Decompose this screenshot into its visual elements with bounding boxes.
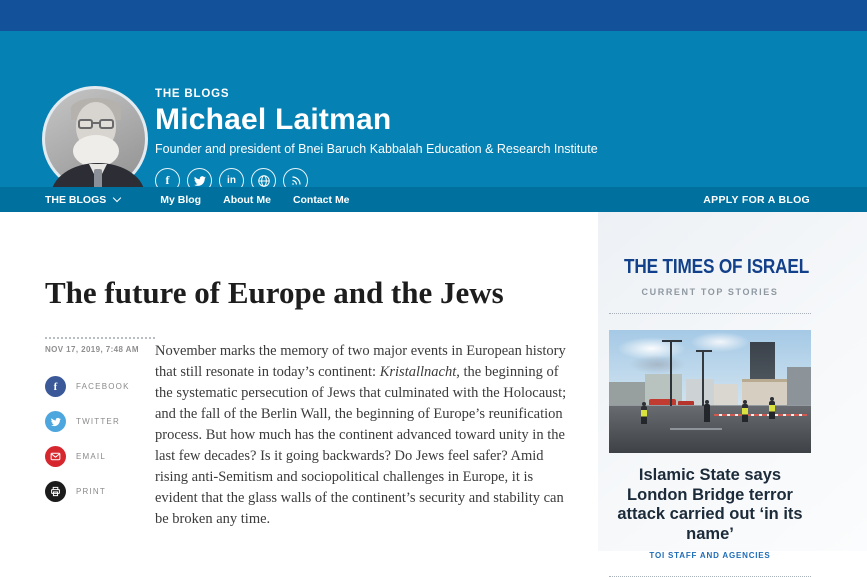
share-email-button[interactable] xyxy=(45,446,155,467)
share-twitter-button[interactable] xyxy=(45,411,155,432)
share-facebook-label: FACEBOOK xyxy=(76,382,130,391)
author-avatar[interactable] xyxy=(42,86,148,192)
linkedin-icon: in xyxy=(227,175,236,186)
author-subtitle: Founder and president of Bnei Baruch Kabbalah Education & Research Institute xyxy=(155,142,598,156)
author-info xyxy=(155,88,598,193)
photo-police-officer xyxy=(742,404,748,422)
facebook-icon: f xyxy=(165,173,170,187)
top-stories-tagline: CURRENT TOP STORIES xyxy=(641,287,779,297)
share-print-label: PRINT xyxy=(76,487,106,496)
story-byline[interactable]: TOI STAFF AND AGENCIES xyxy=(649,551,771,560)
photo-building xyxy=(714,384,738,406)
main-nav xyxy=(0,187,867,212)
nav-the-blogs[interactable] xyxy=(45,194,120,206)
nav-the-blogs-label: THE BLOGS xyxy=(45,193,107,206)
avatar-art xyxy=(93,122,99,124)
envelope-icon xyxy=(45,446,66,467)
photo-police-officer xyxy=(704,404,710,422)
photo-police-tape xyxy=(714,414,807,416)
photo-lamppost xyxy=(662,340,682,342)
body-text: November marks the memory of two major events in European history that still resonate in today’s continent: xyxy=(155,343,566,380)
story-headline[interactable]: Islamic State says London Bridge terror attack carried out ‘in its name’ xyxy=(617,466,803,543)
body-italic-term: Kristallnacht xyxy=(379,364,457,380)
chevron-down-icon xyxy=(113,194,121,202)
blogs-section-label: THE BLOGS xyxy=(155,88,230,100)
avatar-art xyxy=(78,119,93,129)
article-title: The future of Europe and the Jews xyxy=(45,275,504,310)
photo-lamppost xyxy=(702,350,704,407)
blog-header xyxy=(0,31,867,187)
share-email-label: EMAIL xyxy=(76,452,107,461)
photo-police-officer xyxy=(641,406,647,424)
photo-building xyxy=(742,379,786,406)
right-sidebar xyxy=(598,212,867,560)
twitter-icon xyxy=(193,174,206,187)
share-facebook-button[interactable] xyxy=(45,376,155,397)
london-bridge-story-photo[interactable] xyxy=(609,330,811,453)
nav-my-blog[interactable]: My Blog xyxy=(160,193,202,206)
photo-police-officer xyxy=(769,401,775,419)
photo-road-marking xyxy=(670,428,723,430)
divider xyxy=(609,313,811,314)
globe-icon xyxy=(257,174,271,188)
photo-lamppost xyxy=(696,350,712,352)
facebook-icon: f xyxy=(45,376,66,397)
article-body xyxy=(155,341,570,530)
photo-skyscraper xyxy=(750,342,774,381)
printer-icon xyxy=(45,481,66,502)
rss-icon xyxy=(290,175,302,187)
photo-building xyxy=(787,367,811,406)
photo-cloud xyxy=(629,355,686,375)
main-content xyxy=(0,212,867,560)
author-name: Michael Laitman xyxy=(155,103,392,136)
share-print-button[interactable] xyxy=(45,481,155,502)
body-text: , the beginning of the systematic persecution of Jews that culminated with the Holocaust; and the fall of the Berlin Wall, the beginning of Europe’s reunification process. But how much has the continent advanced toward unity in the last few decades? Is it going backwards? Do Jews feel safer? Amid rising anti-Semitism and sociopolitical challenges in Europe, it is evident that the glass walls of the continent’s security and stability can be broken any time. xyxy=(155,364,567,527)
share-rail xyxy=(45,337,155,530)
share-buttons xyxy=(45,376,155,502)
photo-lamppost xyxy=(670,340,672,406)
article-column xyxy=(0,212,598,551)
toi-logo[interactable]: THE TIMES OF ISRAEL xyxy=(624,256,810,278)
article-date: NOV 17, 2019, 7:48 AM xyxy=(45,337,155,354)
nav-about-me[interactable]: About Me xyxy=(223,193,271,206)
top-bar xyxy=(0,0,867,31)
twitter-icon xyxy=(45,411,66,432)
share-twitter-label: TWITTER xyxy=(76,417,120,426)
avatar-art xyxy=(99,119,114,129)
apply-for-blog-button[interactable]: APPLY FOR A BLOG xyxy=(703,193,810,206)
nav-contact-me[interactable]: Contact Me xyxy=(292,193,350,206)
